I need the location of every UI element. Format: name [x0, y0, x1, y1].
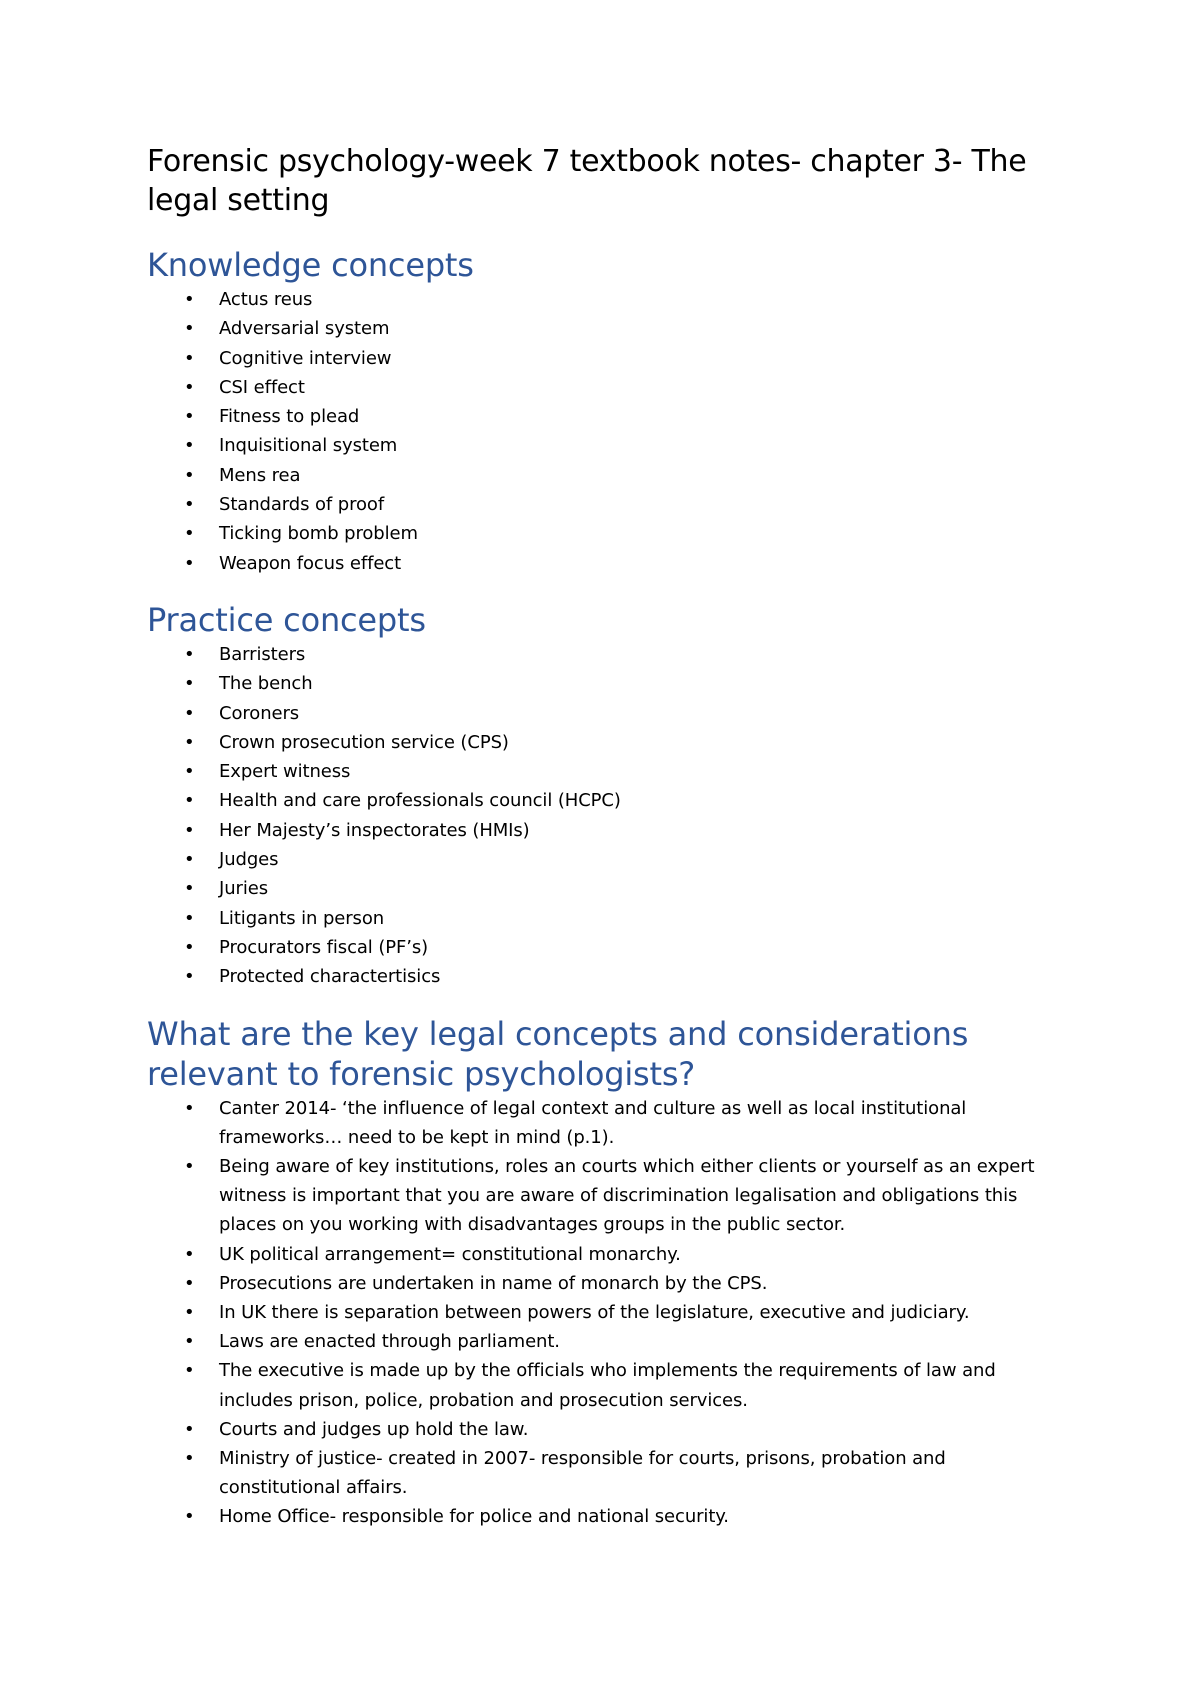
list-item: • Ticking bomb problem — [147, 519, 1067, 548]
list-item: • Canter 2014- ‘the influence of legal context and culture as well as local institutional frameworks… need to be kept in mind (p.1). — [147, 1094, 1067, 1152]
key-concepts-heading: What are the key legal concepts and considerations relevant to forensic psychologists? — [147, 1014, 969, 1093]
knowledge-concepts-list — [147, 285, 1067, 578]
list-item: • The bench — [147, 669, 1067, 698]
list-item: • Ministry of justice- created in 2007- responsible for courts, prisons, probation and constitutional affairs. — [147, 1444, 1067, 1502]
document-title: Forensic psychology-week 7 textbook notes- chapter 3- The legal setting — [147, 144, 1027, 218]
list-item: • Barristers — [147, 640, 1067, 669]
list-item: • Home Office- responsible for police and national security. — [147, 1502, 1067, 1531]
list-item: • Expert witness — [147, 757, 1067, 786]
document-page — [147, 142, 1067, 1532]
practice-concepts-list — [147, 640, 1067, 992]
list-item: • Prosecutions are undertaken in name of monarch by the CPS. — [147, 1269, 1067, 1298]
list-item: • Standards of proof — [147, 490, 1067, 519]
list-item: • Laws are enacted through parliament. — [147, 1327, 1067, 1356]
list-item: • Mens rea — [147, 461, 1067, 490]
list-item: • Health and care professionals council (HCPC) — [147, 786, 1067, 815]
knowledge-concepts-heading: Knowledge concepts — [147, 246, 474, 284]
list-item: • CSI effect — [147, 373, 1067, 402]
key-concepts-list — [147, 1094, 1067, 1532]
list-item: • Crown prosecution service (CPS) — [147, 728, 1067, 757]
list-item: • UK political arrangement= constitutional monarchy. — [147, 1240, 1067, 1269]
list-item: • The executive is made up by the officials who implements the requirements of law and includes prison, police, probation and prosecution services. — [147, 1356, 1067, 1414]
list-item: • Weapon focus effect — [147, 549, 1067, 578]
list-item: • Courts and judges up hold the law. — [147, 1415, 1067, 1444]
list-item: • Actus reus — [147, 285, 1067, 314]
list-item: • Coroners — [147, 699, 1067, 728]
list-item: • Juries — [147, 874, 1067, 903]
list-item: • Adversarial system — [147, 314, 1067, 343]
list-item: • In UK there is separation between powers of the legislature, executive and judiciary. — [147, 1298, 1067, 1327]
list-item: • Protected charactertisics — [147, 962, 1067, 991]
list-item: • Procurators fiscal (PF’s) — [147, 933, 1067, 962]
practice-concepts-heading: Practice concepts — [147, 600, 426, 639]
list-item: • Fitness to plead — [147, 402, 1067, 431]
list-item: • Cognitive interview — [147, 344, 1067, 373]
list-item: • Being aware of key institutions, roles an courts which either clients or yourself as an expert witness is important that you are aware of discrimination legalisation and obligations this places on you working with disadvantages groups in the public sector. — [147, 1152, 1067, 1240]
list-item: • Litigants in person — [147, 904, 1067, 933]
list-item: • Her Majesty’s inspectorates (HMIs) — [147, 816, 1067, 845]
list-item: • Inquisitional system — [147, 431, 1067, 460]
list-item: • Judges — [147, 845, 1067, 874]
